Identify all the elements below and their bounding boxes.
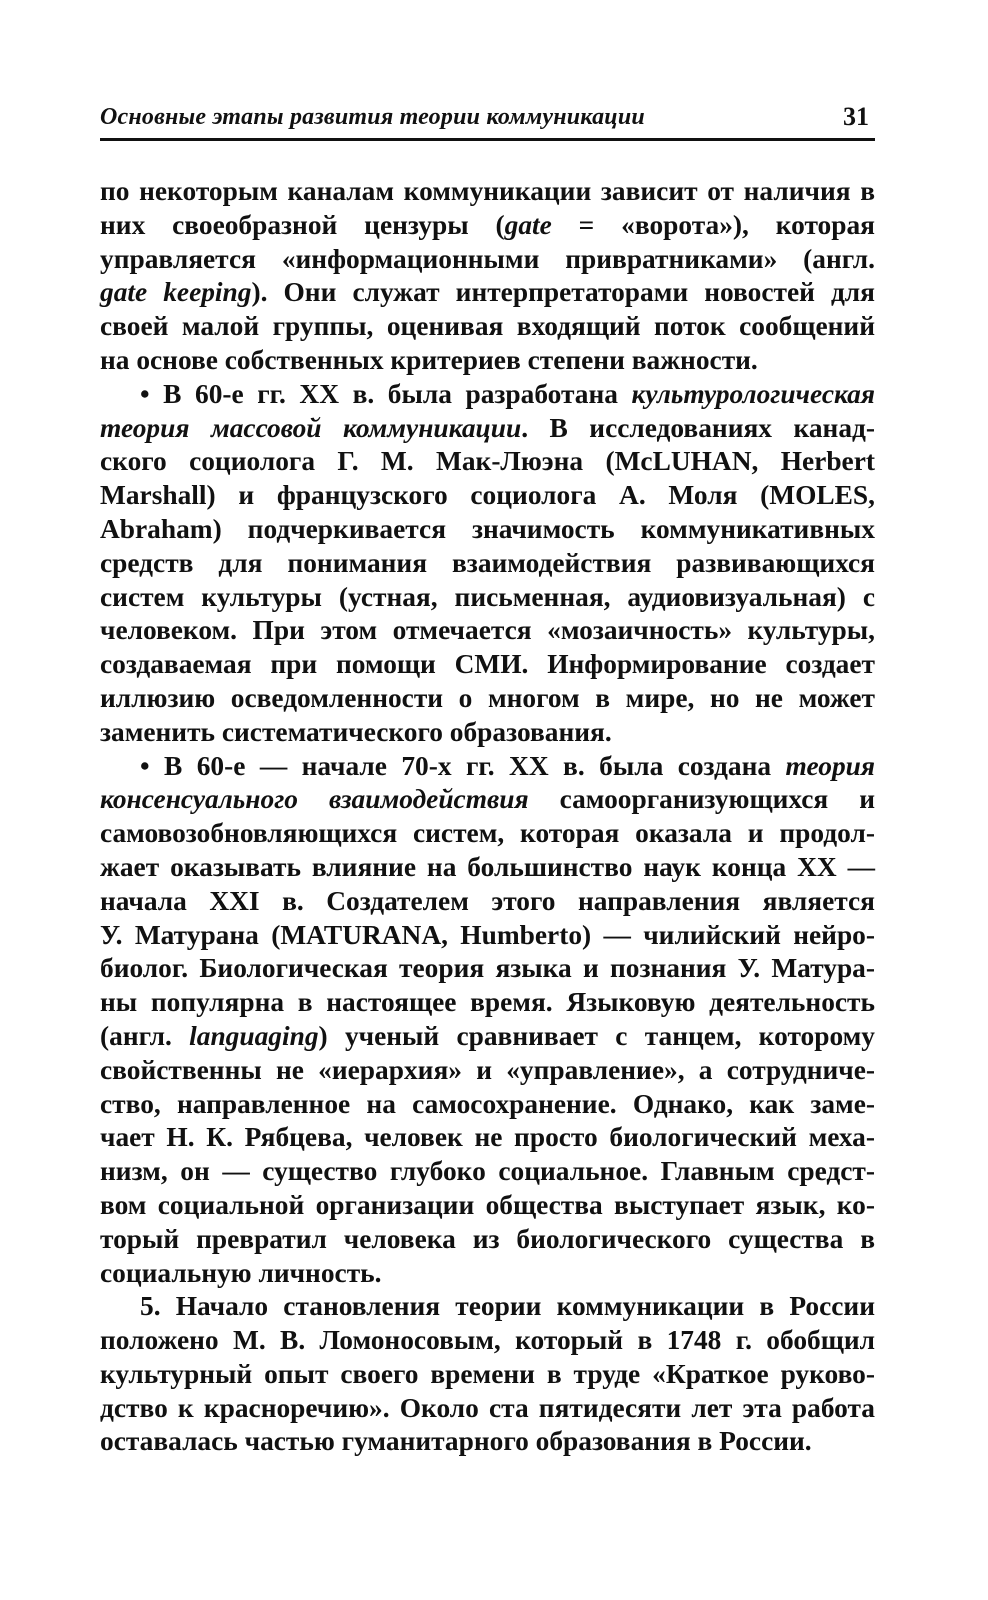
text-line: систем культуры (устная, письменная, аудиовизуальная) с	[100, 581, 875, 612]
page-number: 31	[843, 102, 869, 131]
paragraph	[100, 750, 875, 1291]
text-line: заменить систематического образования.	[100, 716, 612, 747]
text-line: создаваемая при помощи СМИ. Информирование создает	[100, 649, 875, 680]
text-line: дство к красноречию». Около ста пятидесяти лет эта работа	[100, 1392, 875, 1423]
text-line: чает Н. К. Рябцева, человек не просто биологический меха-	[100, 1122, 875, 1153]
text-line: начала XXI в. Создателем этого направления является	[100, 885, 875, 916]
text-line: gate keeping). Они служат интерпретаторами новостей для	[100, 277, 875, 308]
text-line: положено М. В. Ломоносовым, который в 1748 г. обобщил	[100, 1325, 875, 1356]
text-line: вом социальной организации общества выступает язык, ко-	[100, 1189, 875, 1220]
text-line: • В 60-е — начале 70-х гг. XX в. была создана теория	[140, 750, 875, 781]
text-line: • В 60-е гг. XX в. была разработана культурологическая	[140, 378, 875, 409]
text-line: 5. Начало становления теории коммуникации в России	[140, 1291, 875, 1322]
text-line: Abraham) подчеркивается значимость коммуникативных	[100, 513, 875, 544]
text-line: Marshall) и французского социолога А. Моля (MOLES,	[100, 480, 875, 511]
body-text	[100, 175, 875, 1459]
text-line: на основе собственных критериев степени важности.	[100, 344, 758, 375]
text-line: биолог. Биологическая теория языка и познания У. Матура-	[100, 953, 875, 984]
text-line: человеком. При этом отмечается «мозаичность» культуры,	[100, 615, 875, 646]
text-line: (англ. languaging) ученый сравнивает с танцем, которому	[100, 1020, 875, 1051]
text-line: средств для понимания взаимодействия развивающихся	[100, 547, 875, 578]
text-line: жает оказывать влияние на большинство наук конца XX —	[100, 851, 875, 882]
paragraph	[100, 1290, 875, 1459]
text-line: свойственны не «иерархия» и «управление», а сотрудниче-	[100, 1054, 875, 1085]
text-line: своей малой группы, оценивая входящий поток сообщений	[100, 311, 875, 342]
header-rule	[100, 138, 875, 141]
text-line: теория массовой коммуникации. В исследованиях канад-	[100, 412, 875, 443]
text-line: самовозобновляющихся систем, которая оказала и продол-	[100, 818, 875, 849]
text-line: управляется «информационными привратниками» (англ.	[100, 243, 875, 274]
text-line: торый превратил человека из биологического существа в	[100, 1223, 875, 1254]
page-header	[100, 104, 875, 144]
paragraph	[100, 378, 875, 750]
text-line: оставалась частью гуманитарного образования в России.	[100, 1426, 812, 1457]
text-line: консенсуального взаимодействия самоорганизующихся и	[100, 784, 875, 815]
text-line: ны популярна в настоящее время. Языковую деятельность	[100, 987, 875, 1018]
text-line: культурный опыт своего времени в труде «Краткое руково-	[100, 1358, 875, 1389]
text-line: низм, он — существо глубоко социальное. Главным средст-	[100, 1156, 875, 1187]
text-line: иллюзию осведомленности о многом в мире, но не может	[100, 682, 875, 713]
text-line: них своеобразной цензуры (gate = «ворота»), которая	[100, 209, 876, 240]
paragraph	[100, 175, 875, 378]
text-line: ского социолога Г. М. Мак-Люэна (McLUHAN, Herbert	[100, 446, 875, 477]
text-line: У. Матурана (MATURANA, Humberto) — чилийский нейро-	[100, 919, 875, 950]
text-line: социальную личность.	[100, 1257, 382, 1288]
text-line: ство, направленное на самосохранение. Однако, как заме-	[100, 1088, 875, 1119]
text-line: по некоторым каналам коммуникации зависит от наличия в	[100, 176, 875, 206]
running-title: Основные этапы развития теории коммуникации	[100, 104, 645, 130]
